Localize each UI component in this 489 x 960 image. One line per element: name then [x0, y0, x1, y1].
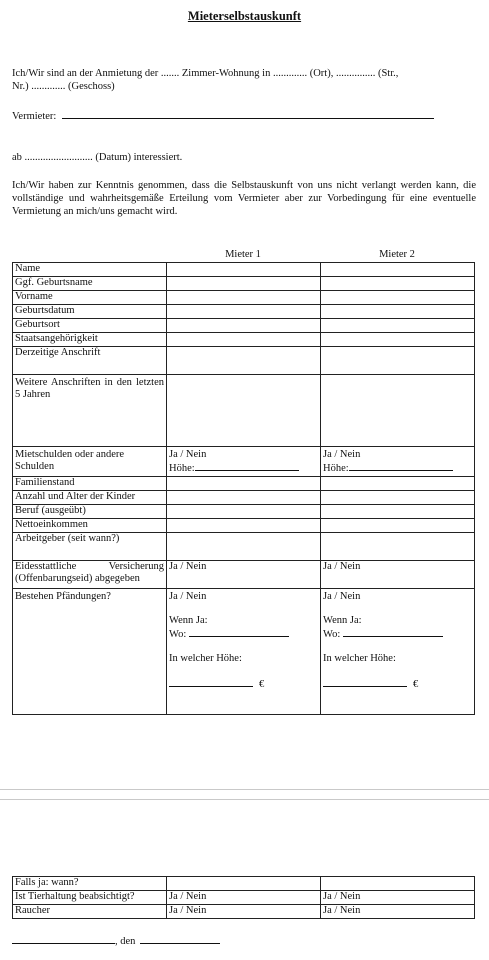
cell-anschrift-mieter-2[interactable]	[321, 347, 475, 375]
cell-tierhaltung-mieter-2[interactable]: Ja / Nein	[321, 891, 475, 905]
wo-field[interactable]	[323, 627, 472, 641]
row-label-name: Name	[13, 263, 167, 277]
table-row	[13, 505, 475, 519]
amount-underline	[323, 677, 407, 687]
column-header-mieter-2: Mieter 2	[379, 249, 415, 260]
table-row	[13, 333, 475, 347]
ja-nein-option[interactable]: Ja / Nein	[323, 591, 361, 602]
hoehe-field[interactable]	[169, 461, 318, 475]
table-row	[13, 533, 475, 561]
cell-beruf-mieter-2[interactable]	[321, 505, 475, 519]
wo-underline	[343, 627, 443, 637]
intro-line-2: Nr.) ............. (Geschoss)	[12, 81, 115, 92]
amount-field[interactable]	[323, 677, 472, 691]
cell-vorname-mieter-2[interactable]	[321, 291, 475, 305]
table-row	[13, 905, 475, 919]
table-row	[13, 347, 475, 375]
hoehe-label: Höhe:	[169, 463, 195, 474]
cell-falls-ja-mieter-1[interactable]	[167, 877, 321, 891]
row-label-anschrift: Derzeitige Anschrift	[13, 347, 167, 375]
row-label-familienstand: Familienstand	[13, 477, 167, 491]
cell-weitere-mieter-2[interactable]	[321, 375, 475, 447]
ja-nein-option[interactable]: Ja / Nein	[323, 449, 361, 460]
table-row	[13, 877, 475, 891]
row-label-geburtsdatum: Geburtsdatum	[13, 305, 167, 319]
wenn-ja-label: Wenn Ja:	[323, 615, 362, 626]
disclaimer-text: Ich/Wir haben zur Kenntnis genommen, dass die Selbstauskunft von uns nicht verlangt werden kann, die vollständige und wahrheitsgemäße Erteilung vom Vermieter aber zur Vorbedingung für eine eventuelle Vermietung an mich/uns gemacht wird.	[12, 180, 476, 217]
second-page-table	[12, 876, 475, 919]
cell-arbeitgeber-mieter-1[interactable]	[167, 533, 321, 561]
den-label: , den	[115, 936, 136, 947]
cell-mietschulden-mieter-1[interactable]	[167, 447, 321, 477]
row-label-eidesstattlich: Eidesstattliche Versicherung (Offenbarungseid) abgegeben	[13, 561, 167, 589]
datum-field[interactable]	[140, 934, 220, 944]
wenn-ja-label: Wenn Ja:	[169, 615, 208, 626]
vermieter-field[interactable]	[62, 109, 434, 119]
intro-line-1: Ich/Wir sind an der Anmietung der ....... Zimmer-Wohnung in ............. (Ort), ............... (Str.,	[12, 68, 399, 79]
cell-arbeitgeber-mieter-2[interactable]	[321, 533, 475, 561]
table-row	[13, 375, 475, 447]
ab-datum-line: ab .......................... (Datum) interessiert.	[12, 152, 183, 163]
amount-underline	[169, 677, 253, 687]
row-label-arbeitgeber: Arbeitgeber (seit wann?)	[13, 533, 167, 561]
table-row	[13, 477, 475, 491]
row-label-geburtsname: Ggf. Geburtsname	[13, 277, 167, 291]
row-label-falls-ja: Falls ja: wann?	[13, 877, 167, 891]
cell-name-mieter-2[interactable]	[321, 263, 475, 277]
table-row	[13, 263, 475, 277]
vermieter-row	[12, 109, 476, 123]
row-label-nettoeinkommen: Nettoeinkommen	[13, 519, 167, 533]
self-disclosure-table	[12, 262, 475, 715]
table-row	[13, 305, 475, 319]
row-label-mietschulden: Mietschulden oder andere Schulden	[13, 447, 167, 477]
wo-label: Wo:	[323, 629, 341, 640]
ort-field[interactable]	[12, 934, 115, 944]
hoehe-underline	[195, 461, 299, 471]
amount-field[interactable]	[169, 677, 318, 691]
cell-familienstand-mieter-2[interactable]	[321, 477, 475, 491]
table-row	[13, 891, 475, 905]
table-row	[13, 519, 475, 533]
row-label-staatsangehoerigkeit: Staatsangehörigkeit	[13, 333, 167, 347]
row-label-tierhaltung: Ist Tierhaltung beabsichtigt?	[13, 891, 167, 905]
cell-staat-mieter-1[interactable]	[167, 333, 321, 347]
cell-netto-mieter-1[interactable]	[167, 519, 321, 533]
table-row	[13, 491, 475, 505]
cell-geburtsdatum-mieter-1[interactable]	[167, 305, 321, 319]
cell-geburtsort-mieter-1[interactable]	[167, 319, 321, 333]
table-row	[13, 447, 475, 477]
table-row	[13, 589, 475, 715]
hoehe-question: In welcher Höhe:	[169, 653, 242, 664]
cell-raucher-mieter-1[interactable]: Ja / Nein	[167, 905, 321, 919]
cell-pfaendungen-mieter-2[interactable]	[321, 589, 475, 715]
row-label-raucher: Raucher	[13, 905, 167, 919]
cell-eidesstattlich-mieter-1[interactable]	[167, 561, 321, 589]
column-header-mieter-1: Mieter 1	[225, 249, 261, 260]
cell-mietschulden-mieter-2[interactable]	[321, 447, 475, 477]
cell-beruf-mieter-1[interactable]	[167, 505, 321, 519]
cell-raucher-mieter-2[interactable]: Ja / Nein	[321, 905, 475, 919]
cell-eidesstattlich-mieter-2[interactable]	[321, 561, 475, 589]
page-break-line	[0, 789, 489, 790]
vermieter-label: Vermieter:	[12, 111, 57, 122]
cell-staat-mieter-2[interactable]	[321, 333, 475, 347]
row-label-weitere-anschriften: Weitere Anschriften in den letzten 5 Jahren	[13, 375, 167, 447]
hoehe-field[interactable]	[323, 461, 472, 475]
page-title: Mieterselbstauskunft	[187, 9, 302, 23]
signature-line	[12, 934, 476, 948]
cell-geburtsort-mieter-2[interactable]	[321, 319, 475, 333]
table-row	[13, 319, 475, 333]
ja-nein-option[interactable]: Ja / Nein	[323, 561, 361, 572]
row-label-geburtsort: Geburtsort	[13, 319, 167, 333]
cell-anschrift-mieter-1[interactable]	[167, 347, 321, 375]
cell-pfaendungen-mieter-1[interactable]	[167, 589, 321, 715]
wo-underline	[189, 627, 289, 637]
cell-falls-ja-mieter-2[interactable]	[321, 877, 475, 891]
cell-netto-mieter-2[interactable]	[321, 519, 475, 533]
cell-geburtsname-mieter-1[interactable]	[167, 277, 321, 291]
cell-familienstand-mieter-1[interactable]	[167, 477, 321, 491]
cell-name-mieter-1[interactable]	[167, 263, 321, 277]
row-label-vorname: Vorname	[13, 291, 167, 305]
row-label-pfaendungen: Bestehen Pfändungen?	[13, 589, 167, 715]
hoehe-question: In welcher Höhe:	[323, 653, 396, 664]
ja-nein-option[interactable]: Ja / Nein	[169, 449, 207, 460]
cell-geburtsname-mieter-2[interactable]	[321, 277, 475, 291]
euro-sign: €	[259, 679, 265, 690]
ja-nein-option[interactable]: Ja / Nein	[169, 591, 207, 602]
row-label-kinder: Anzahl und Alter der Kinder	[13, 491, 167, 505]
cell-vorname-mieter-1[interactable]	[167, 291, 321, 305]
cell-tierhaltung-mieter-1[interactable]: Ja / Nein	[167, 891, 321, 905]
wo-label: Wo:	[169, 629, 187, 640]
euro-sign: €	[413, 679, 419, 690]
page-break-line	[0, 799, 489, 800]
hoehe-underline	[349, 461, 453, 471]
cell-geburtsdatum-mieter-2[interactable]	[321, 305, 475, 319]
row-label-beruf: Beruf (ausgeübt)	[13, 505, 167, 519]
wo-field[interactable]	[169, 627, 318, 641]
cell-kinder-mieter-1[interactable]	[167, 491, 321, 505]
cell-kinder-mieter-2[interactable]	[321, 491, 475, 505]
table-row	[13, 291, 475, 305]
table-row	[13, 277, 475, 291]
table-row	[13, 561, 475, 589]
hoehe-label: Höhe:	[323, 463, 349, 474]
ja-nein-option[interactable]: Ja / Nein	[169, 561, 207, 572]
cell-weitere-mieter-1[interactable]	[167, 375, 321, 447]
